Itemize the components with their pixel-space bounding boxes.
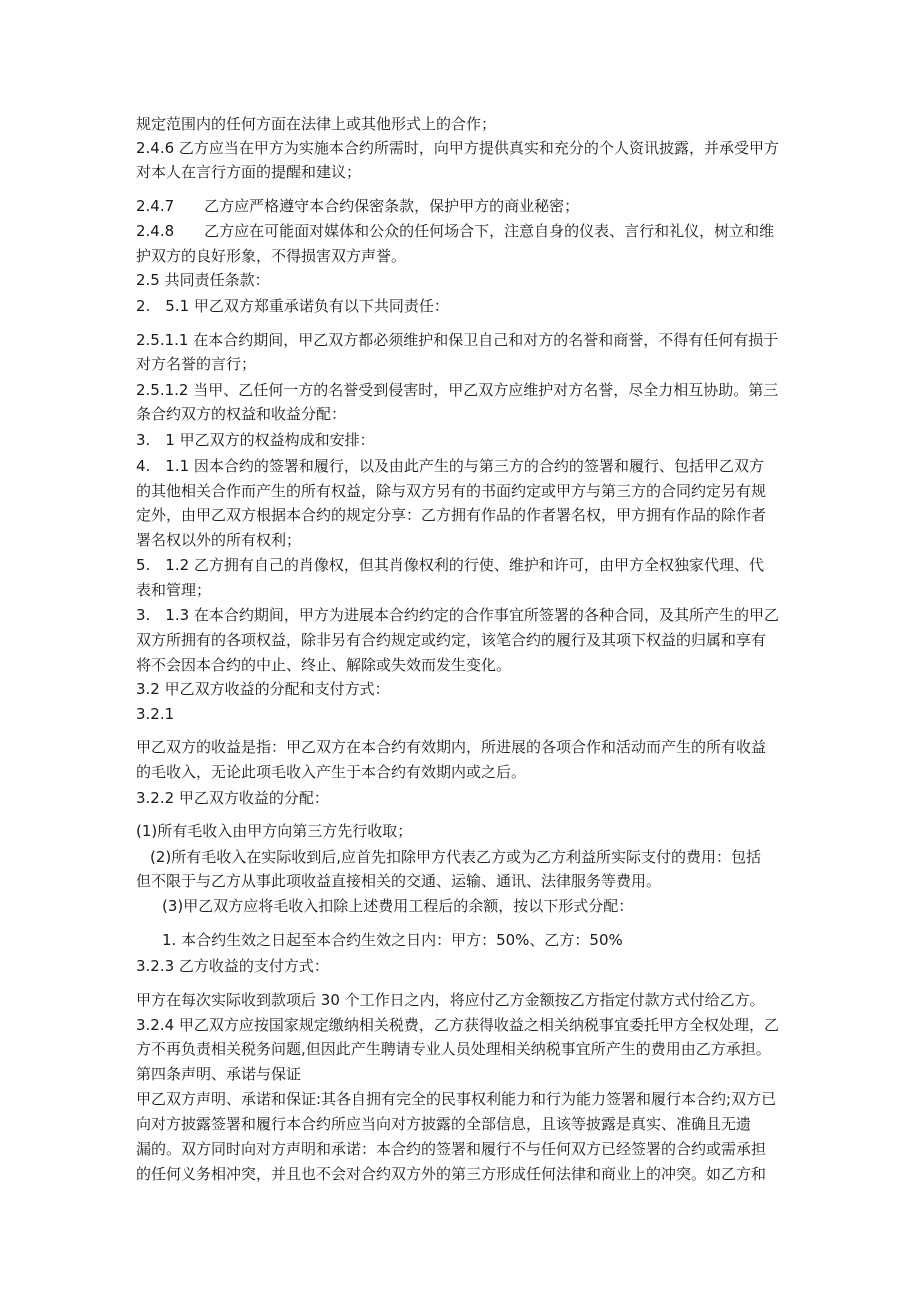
text-line: 双方所拥有的各项权益，除非另有合约规定或约定，该笔合约的履行及其项下权益的归属和享有 — [136, 631, 767, 649]
text-line: 3.2.1 — [136, 705, 175, 723]
text-line: 4. 1.1 因本合约的签署和履行，以及由此产生的与第三方的合约的签署和履行、包括甲乙双方 — [136, 457, 764, 475]
text-line: 甲乙双方的收益是指：甲乙双方在本合约有效期内，所进展的各项合作和活动而产生的所有收益 — [136, 738, 767, 756]
text-line: 3. 1 甲乙双方的权益构成和安排： — [136, 431, 375, 449]
text-line: 护双方的良好形象，不得损害双方声誉。 — [136, 247, 407, 265]
text-line: 2.5 共同责任条款： — [136, 271, 270, 289]
text-line: 3.2.4 甲乙双方应按国家规定缴纳相关税费，乙方获得收益之相关纳税事宜委托甲方全权处理，乙 — [136, 1016, 779, 1034]
text-line: 对本人在言行方面的提醒和建议； — [136, 163, 362, 181]
text-line: 1. 本合约生效之日起至本合约生效之日内：甲方：50%、乙方：50% — [162, 931, 623, 949]
text-line: 的其他相关合作而产生的所有权益，除与双方另有的书面约定或甲方与第三方的合同约定另有规 — [136, 482, 767, 500]
text-line: 5. 1.2 乙方拥有自己的肖像权，但其肖像权利的行使、维护和许可，由甲方全权独家代理、代 — [136, 556, 764, 574]
text-line: 表和管理； — [136, 581, 212, 599]
text-line: 的毛收入，无论此项毛收入产生于本合约有效期内或之后。 — [136, 763, 527, 781]
text-line: 2.4.8 乙方应在可能面对媒体和公众的任何场合下，注意自身的仪表、言行和礼仪，树立和维 — [136, 222, 775, 240]
text-line: 3.2 甲乙双方收益的分配和支付方式： — [136, 680, 390, 698]
text-line: 3.2.3 乙方收益的支付方式： — [136, 957, 329, 975]
text-line: 3. 1.3 在本合约期间，甲方为进展本合约约定的合作事宜所签署的各种合同，及其所产生的甲乙 — [136, 606, 779, 624]
text-line: 漏的。双方同时向对方声明和承诺：本合约的签署和履行不与任何双方已经签署的合约或需承担 — [136, 1140, 767, 1158]
text-line: 2.5.1.1 在本合约期间，甲乙双方都必须维护和保卫自己和对方的名誉和商誉，不得有任何有损于 — [136, 331, 779, 349]
text-line: 2.5.1.2 当甲、乙任何一方的名誉受到侵害时，甲乙双方应维护对方名誉，尽全力相互协助。第三 — [136, 381, 779, 399]
text-line: 第四条声明、承诺与保证 — [136, 1065, 302, 1083]
text-line: 2.4.6 乙方应当在甲方为实施本合约所需时，向甲方提供真实和充分的个人资讯披露，并承受甲方 — [136, 139, 779, 157]
text-line: 甲方在每次实际收到款项后 30 个工作日之内，将应付乙方金额按乙方指定付款方式付给乙方。 — [136, 991, 765, 1009]
text-line: 甲乙双方声明、承诺和保证:其各自拥有完全的民事权利能力和行为能力签署和履行本合约;双方已 — [136, 1090, 777, 1108]
text-line: 2. 5.1 甲乙双方郑重承诺负有以下共同责任： — [136, 297, 449, 315]
text-line: 条合约双方的权益和收益分配： — [136, 405, 347, 423]
text-line: 方不再负责相关税务问题,但因此产生聘请专业人员处理相关纳税事宜所产生的费用由乙方承担。 — [136, 1040, 771, 1058]
text-line: (1)所有毛收入由甲方向第三方先行收取； — [136, 822, 413, 840]
text-line: (3)甲乙双方应将毛收入扣除上述费用工程后的余额，按以下形式分配： — [162, 897, 634, 915]
text-line: 2.4.7 乙方应严格遵守本合约保密条款，保护甲方的商业秘密； — [136, 197, 580, 215]
text-line: 3.2.2 甲乙双方收益的分配： — [136, 789, 329, 807]
text-line: 但不限于与乙方从事此项收益直接相关的交通、运输、通讯、法律服务等费用。 — [136, 872, 662, 890]
text-line: 署名权以外的所有权利； — [136, 531, 302, 549]
text-line: 将不会因本合约的中止、终止、解除或失效而发生变化。 — [136, 656, 512, 674]
text-line: 对方名誉的言行； — [136, 355, 257, 373]
text-line: 的任何义务相冲突，并且也不会对合约双方外的第三方形成任何法律和商业上的冲突。如乙方和 — [136, 1165, 767, 1183]
text-line: 规定范围内的任何方面在法律上或其他形式上的合作； — [136, 115, 497, 133]
text-line: 向对方披露签署和履行本合约所应当向对方披露的全部信息，且该等披露是真实、准确且无遗 — [136, 1115, 752, 1133]
text-line: 定外，由甲乙双方根据本合约的规定分享：乙方拥有作品的作者署名权，甲方拥有作品的除作者 — [136, 506, 767, 524]
text-line: (2)所有毛收入在实际收到后,应首先扣除甲方代表乙方或为乙方利益所实际支付的费用：包括 — [150, 848, 762, 866]
